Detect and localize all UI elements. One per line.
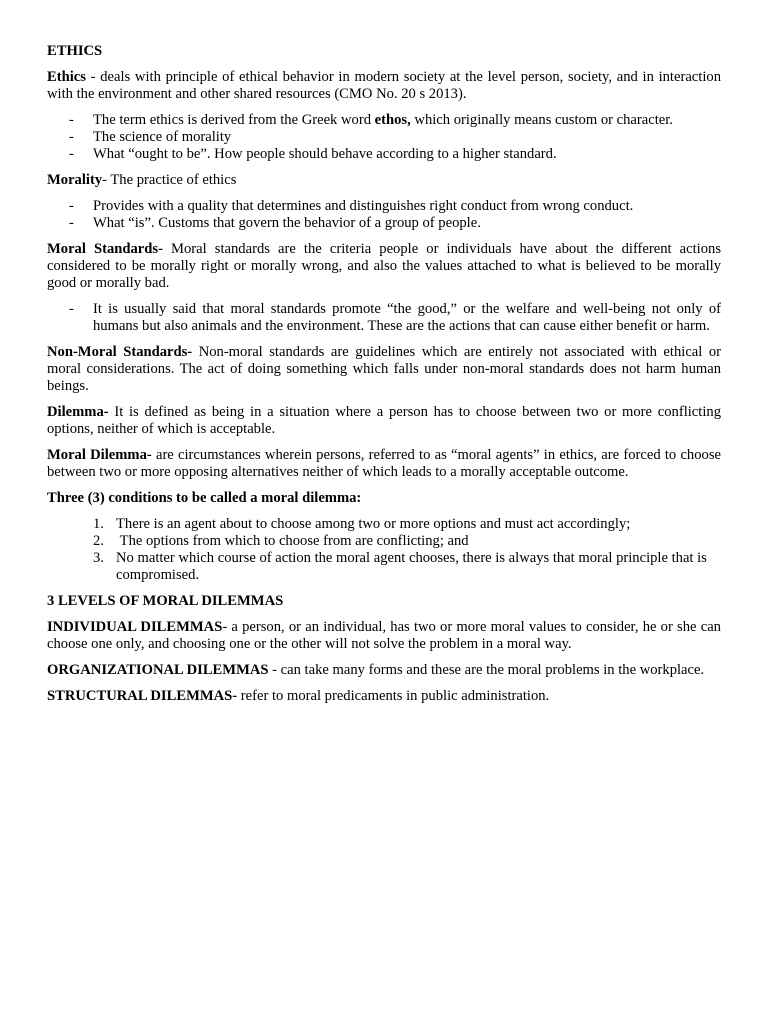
dash-bullet: - (69, 198, 74, 214)
dilemma-term: Dilemma- (47, 404, 109, 420)
structural-dilemmas-definition (47, 688, 721, 705)
conditions-heading: Three (3) conditions to be called a moral dilemma: (47, 490, 362, 506)
document-title: ETHICS (47, 43, 103, 59)
moral-dilemma-definition (47, 447, 721, 481)
ethics-points-list (47, 112, 721, 163)
ethics-point-1-bold: ethos, (374, 112, 411, 128)
ethics-point-1-after: which originally means custom or character. (410, 112, 673, 128)
condition-text: No matter which course of action the moral agent chooses, there is always that moral principle that is compromised. (116, 550, 707, 583)
dilemma-definition (47, 404, 721, 438)
dash-bullet: - (69, 112, 74, 128)
non-moral-standards-definition-text: Non-moral standards are guidelines which are entirely not associated with ethical or moral considerations. The act of doing something which falls under non-moral standards does not harm human beings. (47, 344, 721, 394)
morality-term: Morality (47, 172, 103, 188)
morality-definition (47, 172, 721, 189)
moral-standards-points-list (47, 301, 721, 335)
condition-number: 3. (93, 550, 104, 566)
ethics-point-2: The science of morality (93, 129, 232, 145)
dilemma-definition-text: It is defined as being in a situation where a person has to choose between two or more conflicting options, neither of which is acceptable. (47, 404, 721, 437)
structural-dilemmas-term: STRUCTURAL DILEMMAS- (47, 688, 238, 704)
moral-standards-point-1: It is usually said that moral standards promote “the good,” or the welfare and well-being not only of humans but also animals and the environment. These are the actions that can cause either benefit or harm. (93, 301, 721, 334)
moral-standards-term: Moral Standards- (47, 241, 163, 257)
levels-heading: 3 LEVELS OF MORAL DILEMMAS (47, 593, 284, 609)
ethics-definition-text: - deals with principle of ethical behavior in modern society at the level person, society, and in interaction with the environment and other shared resources (CMO No. 20 s 2013). (47, 69, 721, 102)
individual-dilemmas-term: INDIVIDUAL DILEMMAS (47, 619, 223, 635)
structural-dilemmas-definition-text: refer to moral predicaments in public administration. (237, 688, 550, 704)
list-item (47, 215, 721, 232)
list-item (47, 129, 721, 146)
dash-bullet: - (69, 129, 74, 145)
ethics-point-3: What “ought to be”. How people should behave according to a higher standard. (93, 146, 557, 162)
dash-bullet: - (69, 301, 74, 317)
individual-dilemmas-definition-text: - a person, or an individual, has two or more moral values to consider, he or she can choose one only, and choosing one or the other will not solve the problem in a moral way. (47, 619, 721, 652)
list-item (47, 198, 721, 215)
moral-dilemma-term: Moral Dilemma- (47, 447, 152, 463)
organizational-dilemmas-term: ORGANIZATIONAL DILEMMAS (47, 662, 269, 678)
list-item (47, 112, 721, 129)
condition-number: 2. (93, 533, 104, 549)
non-moral-standards-definition (47, 344, 721, 395)
individual-dilemmas-definition (47, 619, 721, 653)
morality-point-1: Provides with a quality that determines and distinguishes right conduct from wrong conduct. (93, 198, 634, 214)
ethics-definition (47, 69, 721, 103)
moral-dilemma-definition-text: are circumstances wherein persons, referred to as “moral agents” in ethics, are forced to choose between two or more opposing alternatives neither of which leads to a morally acceptable outcome. (47, 447, 721, 480)
dash-bullet: - (69, 215, 74, 231)
list-item (47, 533, 721, 550)
dash-bullet: - (69, 146, 74, 162)
organizational-dilemmas-definition (47, 662, 721, 679)
list-item (47, 550, 721, 584)
list-item (47, 146, 721, 163)
organizational-dilemmas-definition-text: - can take many forms and these are the moral problems in the workplace. (268, 662, 705, 678)
moral-standards-definition-text: Moral standards are the criteria people or individuals have about the different actions considered to be morally right or morally wrong, and also the values attached to what is believed to be morally good or morally bad. (47, 241, 721, 291)
condition-number: 1. (93, 516, 104, 532)
ethics-point-1-before: The term ethics is derived from the Greek word (93, 112, 375, 128)
morality-definition-text: - The practice of ethics (102, 172, 237, 188)
list-item (47, 516, 721, 533)
non-moral-standards-term: Non-Moral Standards- (47, 344, 193, 360)
list-item (47, 301, 721, 335)
conditions-list (47, 516, 721, 584)
morality-points-list (47, 198, 721, 232)
ethics-term: Ethics (47, 69, 86, 85)
moral-standards-definition (47, 241, 721, 292)
condition-text: There is an agent about to choose among two or more options and must act accordingly; (116, 516, 631, 532)
condition-text: The options from which to choose from are conflicting; and (116, 533, 469, 549)
morality-point-2: What “is”. Customs that govern the behavior of a group of people. (93, 215, 481, 231)
